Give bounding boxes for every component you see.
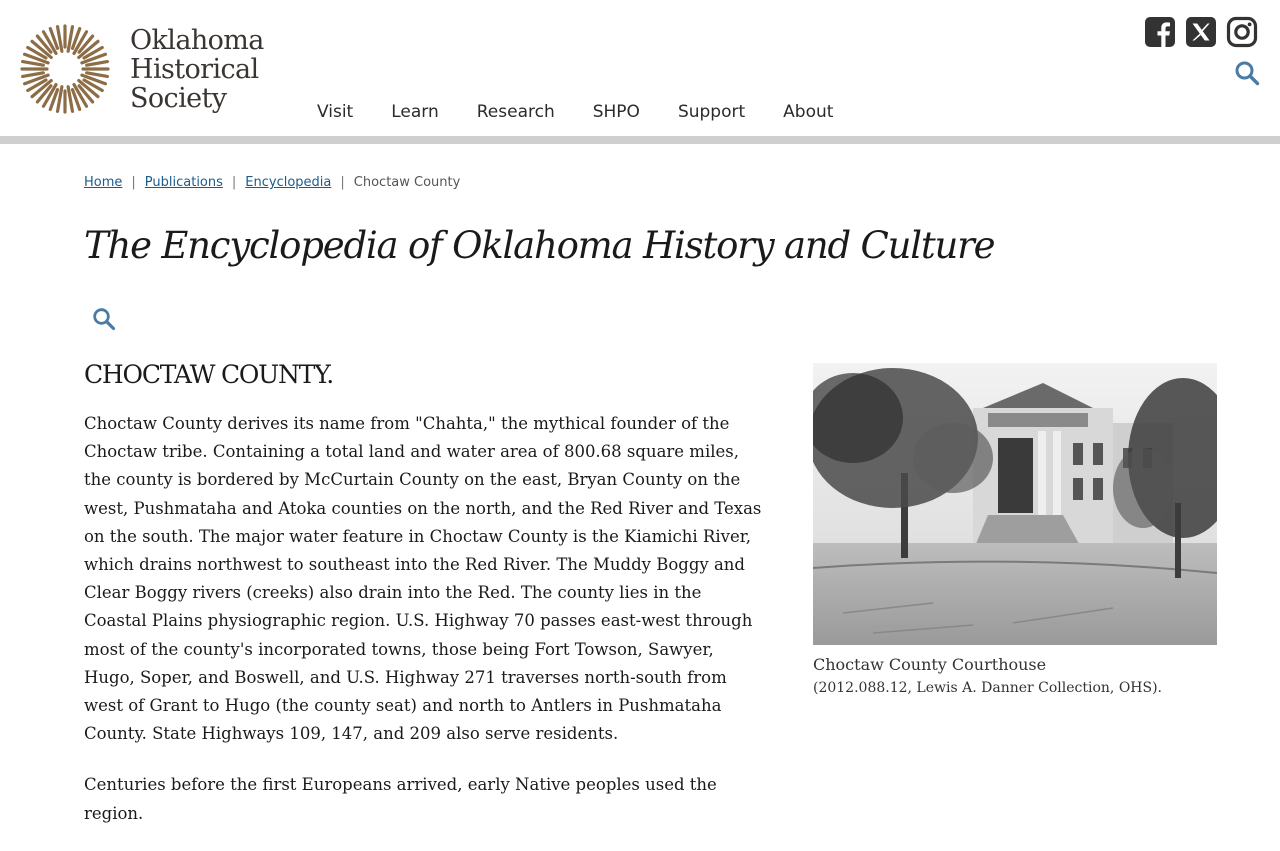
logo-ray	[23, 62, 44, 66]
nav-item-shpo[interactable]: SHPO	[592, 102, 640, 122]
nav-item-research[interactable]: Research	[476, 102, 555, 122]
article-paragraph: Centuries before the first Europeans arrived, early Native peoples used the region.	[84, 775, 717, 823]
page-title: The Encyclopedia of Oklahoma History and Culture	[84, 224, 995, 267]
breadcrumb-current: Choctaw County	[353, 175, 461, 190]
logo-ray	[23, 73, 44, 77]
header-divider	[0, 136, 1280, 144]
logo-wordmark	[130, 26, 264, 113]
courthouse-photo[interactable]	[813, 363, 1217, 645]
breadcrumb	[84, 175, 460, 190]
search-icon[interactable]	[1234, 60, 1260, 86]
logo-line: Historical	[130, 54, 259, 85]
instagram-icon[interactable]	[1226, 16, 1258, 48]
breadcrumb-home-link[interactable]: Home	[84, 175, 123, 190]
breadcrumb-separator: |	[131, 175, 136, 190]
article-body	[84, 410, 764, 851]
breadcrumb-separator: |	[231, 175, 237, 190]
nav-item-support[interactable]: Support	[677, 102, 746, 122]
nav-item-visit[interactable]: Visit	[317, 102, 354, 122]
logo-line: Oklahoma	[130, 25, 264, 56]
social-links	[1144, 16, 1258, 48]
x-icon[interactable]	[1185, 16, 1217, 48]
breadcrumb-separator: |	[340, 175, 345, 190]
site-logo[interactable]	[20, 24, 264, 120]
facebook-icon[interactable]	[1144, 16, 1176, 48]
breadcrumb-encyclopedia-link[interactable]: Encyclopedia	[245, 175, 332, 190]
logo-ray	[87, 62, 108, 66]
site-header	[0, 0, 1280, 136]
article-heading: CHOCTAW COUNTY.	[84, 360, 334, 389]
main-nav	[298, 102, 852, 122]
figure-caption: Choctaw County Courthouse	[813, 655, 1047, 674]
breadcrumb-publications-link[interactable]: Publications	[144, 175, 223, 190]
sunburst-logo-icon	[20, 24, 110, 114]
nav-item-about[interactable]: About	[783, 102, 834, 122]
figure-credit: (2012.088.12, Lewis A. Danner Collection, OHS).	[813, 680, 1163, 696]
logo-line: Society	[130, 83, 227, 114]
article-figure	[813, 363, 1217, 696]
encyclopedia-search-icon[interactable]	[92, 307, 116, 331]
article-paragraph: Choctaw County derives its name from "Chahta," the mythical founder of the Choctaw tribe. Containing a total land and water area of 800.68 square miles, the county is bordered by McCurtain County on the east, Bryan County on the west, Pushmataha and Atoka counties on the north, and the Red River and Texas on the south. The major water feature in Choctaw County is the Kiamichi River, which drains northwest to southeast into the Red River. The Muddy Boggy and Clear Boggy rivers (creeks) also drain into the Red. The county lies in the Coastal Plains physiographic region. U.S. Highway 70 passes east-west through most of the county's incorporated towns, those being Fort Towson, Sawyer, Hugo, Soper, and Boswell, and U.S. Highway 271 traverses north-south from west of Grant to Hugo (the county seat) and north to Antlers in Pushmataha County. State Highways 109, 147, and 209 also serve residents.	[84, 414, 762, 744]
nav-item-learn[interactable]: Learn	[391, 102, 439, 122]
logo-ray	[87, 73, 108, 77]
